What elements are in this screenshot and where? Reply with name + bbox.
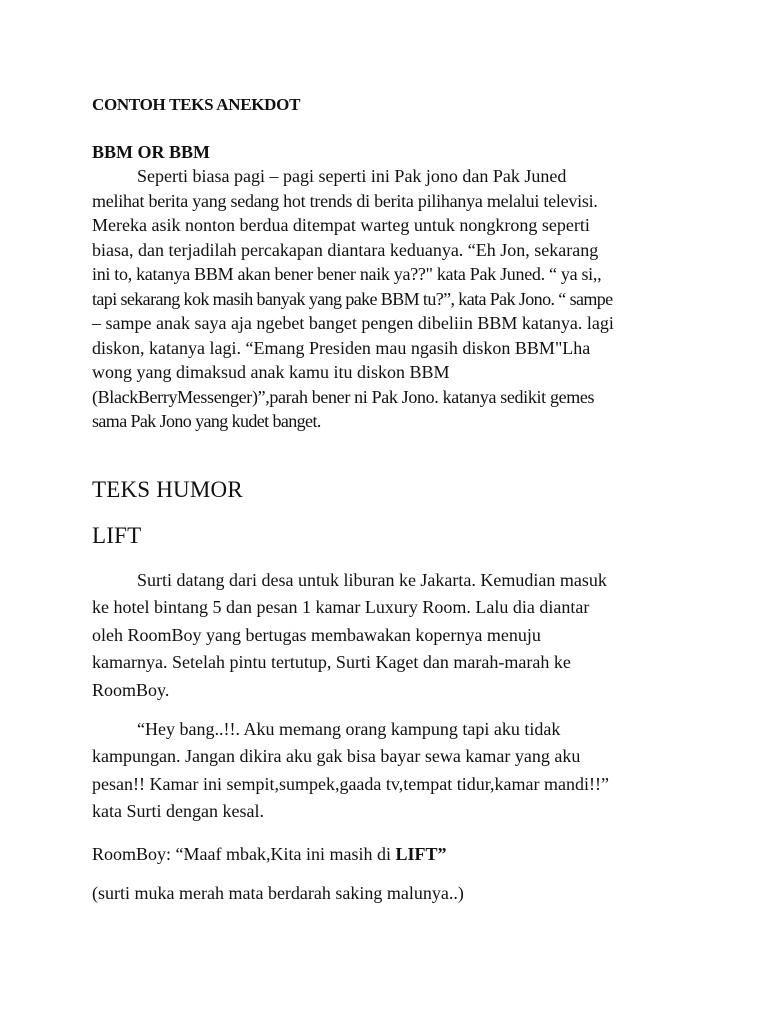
anekdot-line: biasa, dan terjadilah percakapan diantara keduanya. “Eh Jon, sekarang xyxy=(92,239,599,260)
paragraph-line: “Hey bang..!!. Aku memang orang kampung tapi aku tidak xyxy=(137,719,561,739)
story-paragraph-2 xyxy=(92,716,672,826)
dialogue-line xyxy=(92,841,672,868)
story-title: LIFT xyxy=(92,523,142,548)
story-paragraph-1 xyxy=(92,567,672,704)
closing-line: (surti muka merah mata berdarah saking malunya..) xyxy=(92,883,464,903)
anekdot-line: melihat berita yang sedang hot trends di berita pilihanya melalui televisi. xyxy=(92,190,598,211)
dialogue-text: RoomBoy: “Maaf mbak,Kita ini masih di xyxy=(92,844,396,864)
document-heading: CONTOH TEKS ANEKDOT xyxy=(92,95,301,114)
anekdot-line: wong yang dimaksud anak kamu itu diskon BBM xyxy=(92,362,450,382)
anekdot-line: Seperti biasa pagi – pagi seperti ini Pak jono dan Pak Juned xyxy=(137,166,567,186)
paragraph-line: kata Surti dengan kesal. xyxy=(92,801,264,822)
paragraph-line: pesan!! Kamar ini sempit,sumpek,gaada tv,tempat tidur,kamar mandi!!” xyxy=(92,773,609,794)
anekdot-line: Mereka asik nonton berdua ditempat warteg untuk nongkrong seperti xyxy=(92,215,590,235)
paragraph-line: Surti datang dari desa untuk liburan ke Jakarta. Kemudian masuk xyxy=(137,570,607,590)
anekdot-body xyxy=(92,164,672,434)
anekdot-line: – sampe anak saya aja ngebet banget pengen dibeliin BBM katanya. lagi xyxy=(92,313,614,333)
dialogue-emphasis: LIFT” xyxy=(395,844,447,864)
anekdot-line: sama Pak Jono yang kudet banget. xyxy=(92,411,321,431)
anekdot-line: tapi sekarang kok masih banyak yang pake BBM tu?”, kata Pak Jono. “ sampe xyxy=(92,288,613,309)
anekdot-line: diskon, katanya lagi. “Emang Presiden mau ngasih diskon BBM"Lha xyxy=(92,337,591,358)
paragraph-line: RoomBoy. xyxy=(92,679,170,700)
paragraph-line: oleh RoomBoy yang bertugas membawakan kopernya menuju xyxy=(92,624,541,645)
paragraph-line: ke hotel bintang 5 dan pesan 1 kamar Luxury Room. Lalu dia diantar xyxy=(92,597,590,618)
paragraph-line: kamarnya. Setelah pintu tertutup, Surti Kaget dan marah-marah ke xyxy=(92,652,571,673)
anekdot-line: (BlackBerryMessenger)”,parah bener ni Pak Jono. katanya sedikit gemes xyxy=(92,386,595,407)
anekdot-title: BBM OR BBM xyxy=(92,142,211,162)
anekdot-line: ini to, katanya BBM akan bener bener naik ya??" kata Pak Juned. “ ya si,, xyxy=(92,264,602,284)
humor-section-title: TEKS HUMOR xyxy=(92,477,243,502)
paragraph-line: kampungan. Jangan dikira aku gak bisa bayar sewa kamar yang aku xyxy=(92,746,581,767)
